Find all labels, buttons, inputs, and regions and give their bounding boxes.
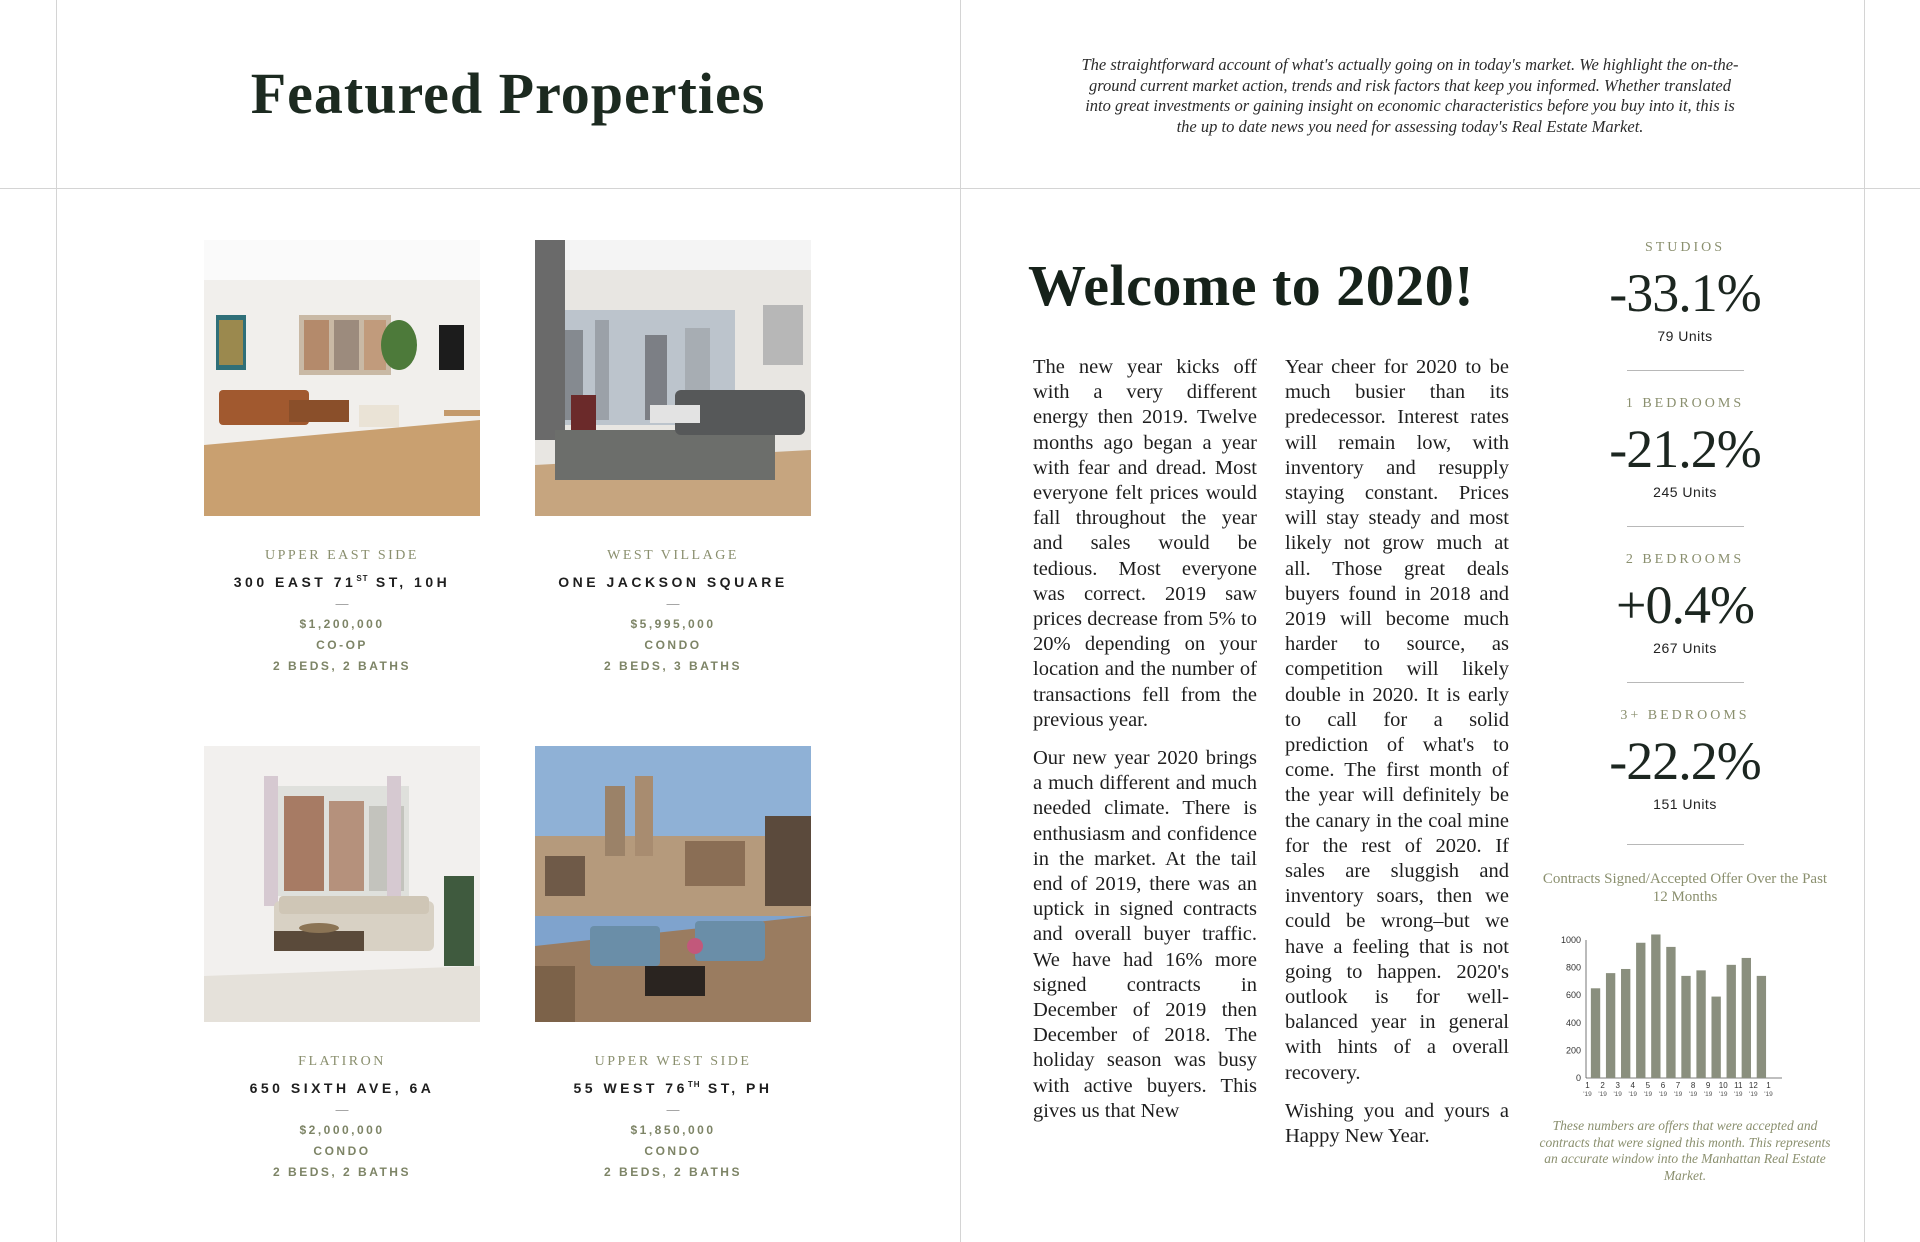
x-tick-label: 7 — [1675, 1081, 1681, 1090]
stat-label: 2 BEDROOMS — [1625, 552, 1745, 567]
property-type: CONDO — [644, 638, 702, 652]
separator-dash: — — [666, 1102, 680, 1117]
property-neighborhood: WEST VILLAGE — [607, 548, 739, 563]
left-margin-rule — [56, 0, 57, 1242]
x-tick-year-label: '19 — [1628, 1091, 1638, 1098]
y-tick-label: 800 — [1565, 962, 1581, 973]
stat-label: STUDIOS — [1644, 240, 1726, 255]
y-tick-label: 600 — [1565, 990, 1581, 1001]
stat-percent: +0.4% — [1616, 575, 1754, 635]
chart-bar — [1606, 973, 1615, 1078]
property-type: CO-OP — [316, 638, 368, 652]
x-tick-label: 12 — [1748, 1081, 1758, 1090]
property-neighborhood: FLATIRON — [298, 1054, 386, 1069]
property-address[interactable]: 300 EAST 71ST ST, 10H — [233, 574, 451, 590]
x-tick-label: 1 — [1585, 1081, 1590, 1090]
separator-dash: — — [666, 596, 680, 611]
contracts-bar-chart — [1548, 930, 1788, 1105]
property-beds-baths: 2 BEDS, 2 BATHS — [273, 1165, 411, 1179]
x-tick-label: 5 — [1645, 1081, 1651, 1090]
chart-bar — [1727, 965, 1736, 1078]
stat-percent: -22.2% — [1609, 731, 1761, 791]
stat-label: 1 BEDROOMS — [1625, 396, 1745, 411]
chart-bar — [1681, 976, 1690, 1078]
property-photo-rooftop-terrace — [535, 746, 811, 1022]
stat-3-plus-bedrooms — [1590, 708, 1780, 812]
y-tick-label: 1000 — [1560, 935, 1581, 945]
stat-divider — [1627, 844, 1744, 845]
article-paragraph: The new year kicks off with a very different energy then 2019. Twelve months ago began a year with fear and dread. Most everyone felt prices would fall throughout the year and sales would be tedious. Most everyone was correct. 2019 saw prices decrease from 5% to 20% depending on your location and the number of transactions fell from the previous year. — [1033, 356, 1257, 731]
chart-bar — [1711, 997, 1720, 1078]
property-card[interactable] — [204, 240, 480, 673]
chart-bar — [1636, 943, 1645, 1078]
x-tick-year-label: '19 — [1598, 1091, 1607, 1098]
property-beds-baths: 2 BEDS, 3 BATHS — [604, 659, 742, 673]
x-tick-label: 9 — [1705, 1081, 1711, 1090]
x-tick-year-label: '19 — [1749, 1091, 1758, 1098]
x-tick-label: 8 — [1690, 1081, 1696, 1090]
article-column-2 — [1285, 355, 1509, 1162]
property-photo-living-room — [204, 240, 480, 516]
x-tick-year-label: '19 — [1583, 1091, 1592, 1098]
x-tick-year-label: '19 — [1658, 1091, 1668, 1098]
x-tick-year-label: '19 — [1613, 1091, 1622, 1098]
y-tick-label: 0 — [1575, 1073, 1581, 1083]
x-tick-label: 6 — [1660, 1081, 1666, 1090]
chart-bar — [1742, 958, 1751, 1078]
stat-units: 267 Units — [1653, 640, 1717, 656]
x-tick-year-label: '19 — [1734, 1091, 1743, 1098]
x-tick-year-label: '19 — [1673, 1091, 1683, 1098]
x-tick-label: 2 — [1600, 1081, 1605, 1090]
property-price: $5,995,000 — [630, 617, 716, 631]
stat-units: 245 Units — [1653, 484, 1717, 500]
article-column-1 — [1033, 355, 1257, 1137]
chart-bar — [1666, 947, 1675, 1078]
property-beds-baths: 2 BEDS, 2 BATHS — [604, 1165, 742, 1179]
separator-dash: — — [335, 1102, 349, 1117]
property-type: CONDO — [644, 1144, 702, 1158]
chart-bar — [1757, 976, 1766, 1078]
stat-label: 3+ BEDROOMS — [1620, 708, 1750, 723]
stat-divider — [1627, 682, 1744, 683]
x-tick-year-label: '19 — [1703, 1091, 1713, 1098]
chart-bar — [1651, 934, 1660, 1078]
x-tick-label: 11 — [1734, 1081, 1743, 1090]
intro-blurb: The straightforward account of what's actually going on in today's market. We highlight the on-the-ground current market action, trends and risk factors that keep you informed. Whether translated into great investments or gaining insight on economic characteristics before you buy into it, this is the up to date news you need for assessing today's Real Estate Market. — [1081, 55, 1739, 136]
property-photo-living-room — [535, 240, 811, 516]
spine-rule — [960, 0, 961, 1242]
article-paragraph: Wishing you and yours a Happy New Year. — [1285, 1099, 1509, 1148]
property-photo-living-room — [204, 746, 480, 1022]
property-address[interactable]: ONE JACKSON SQUARE — [558, 574, 788, 590]
property-neighborhood: UPPER EAST SIDE — [265, 548, 419, 563]
x-tick-label: 4 — [1630, 1081, 1635, 1090]
property-price: $1,200,000 — [299, 617, 385, 631]
chart-footnote: These numbers are offers that were accepted and contracts that were signed this month. This represents an accurate window into the Manhattan Real Estate Market. — [1539, 1118, 1831, 1183]
stat-percent: -21.2% — [1609, 419, 1761, 479]
article-headline: Welcome to 2020! — [1028, 253, 1475, 318]
property-card[interactable] — [535, 240, 811, 673]
chart-bar — [1621, 969, 1630, 1078]
article-paragraph: Year cheer for 2020 to be much busier than its predecessor. Interest rates will remain low, with inventory and resupply staying constant. Prices will stay steady and most likely not grow much at all. Those great deals buyers found in 2018 and 2019 will become much harder to source, as competition will likely double in 2020. It is early to call for a solid prediction of what's to come. The first month of the year will definitely be the canary in the coal mine for the rest of 2020. If sales are sluggish and inventory soars, then we could be wrong–but we have a feeling that is not going to happen. 2020's outlook is for well-balanced year in general with hints of a overall recovery. — [1285, 356, 1509, 1084]
header-rule — [0, 188, 1920, 189]
property-address[interactable]: 650 SIXTH AVE, 6A — [249, 1080, 435, 1096]
article-paragraph: Our new year 2020 brings a much different and much needed climate. There is enthusiasm and confidence in the market. At the tail end of 2019, there was an uptick in signed contracts and overall buyer traffic. We have had 16% more signed contracts in December of 2019 then December of 2018. The holiday season was busy with active buyers. This gives us that New — [1033, 747, 1257, 1122]
stat-studios — [1590, 240, 1780, 344]
separator-dash: — — [335, 596, 349, 611]
stat-2-bedrooms — [1590, 552, 1780, 656]
stat-divider — [1627, 526, 1744, 527]
property-card[interactable] — [204, 746, 480, 1179]
x-tick-label: 10 — [1718, 1081, 1728, 1090]
page-title: Featured Properties — [250, 61, 766, 126]
y-tick-label: 200 — [1565, 1045, 1581, 1056]
x-tick-year-label: '19 — [1718, 1091, 1728, 1098]
property-beds-baths: 2 BEDS, 2 BATHS — [273, 659, 411, 673]
property-card[interactable] — [535, 746, 811, 1179]
chart-bar — [1591, 988, 1600, 1078]
x-tick-year-label: '19 — [1688, 1091, 1698, 1098]
y-tick-label: 400 — [1565, 1017, 1581, 1028]
x-tick-label: 1 — [1766, 1081, 1771, 1090]
chart-bar — [1696, 970, 1705, 1078]
x-tick-label: 3 — [1615, 1081, 1620, 1090]
right-margin-rule — [1864, 0, 1865, 1242]
property-neighborhood: UPPER WEST SIDE — [594, 1054, 752, 1069]
stat-divider — [1627, 370, 1744, 371]
stat-units: 79 Units — [1657, 328, 1713, 344]
x-tick-year-label: '19 — [1643, 1091, 1653, 1098]
property-price: $1,850,000 — [630, 1123, 716, 1137]
chart-title: Contracts Signed/Accepted Offer Over the Past 12 Months — [1542, 871, 1828, 905]
stat-units: 151 Units — [1653, 796, 1717, 812]
property-type: CONDO — [313, 1144, 371, 1158]
property-price: $2,000,000 — [299, 1123, 385, 1137]
property-address[interactable]: 55 WEST 76TH ST, PH — [573, 1080, 773, 1096]
x-tick-year-label: '19 — [1764, 1091, 1773, 1098]
stat-1-bedrooms — [1590, 396, 1780, 500]
stat-percent: -33.1% — [1609, 263, 1761, 323]
